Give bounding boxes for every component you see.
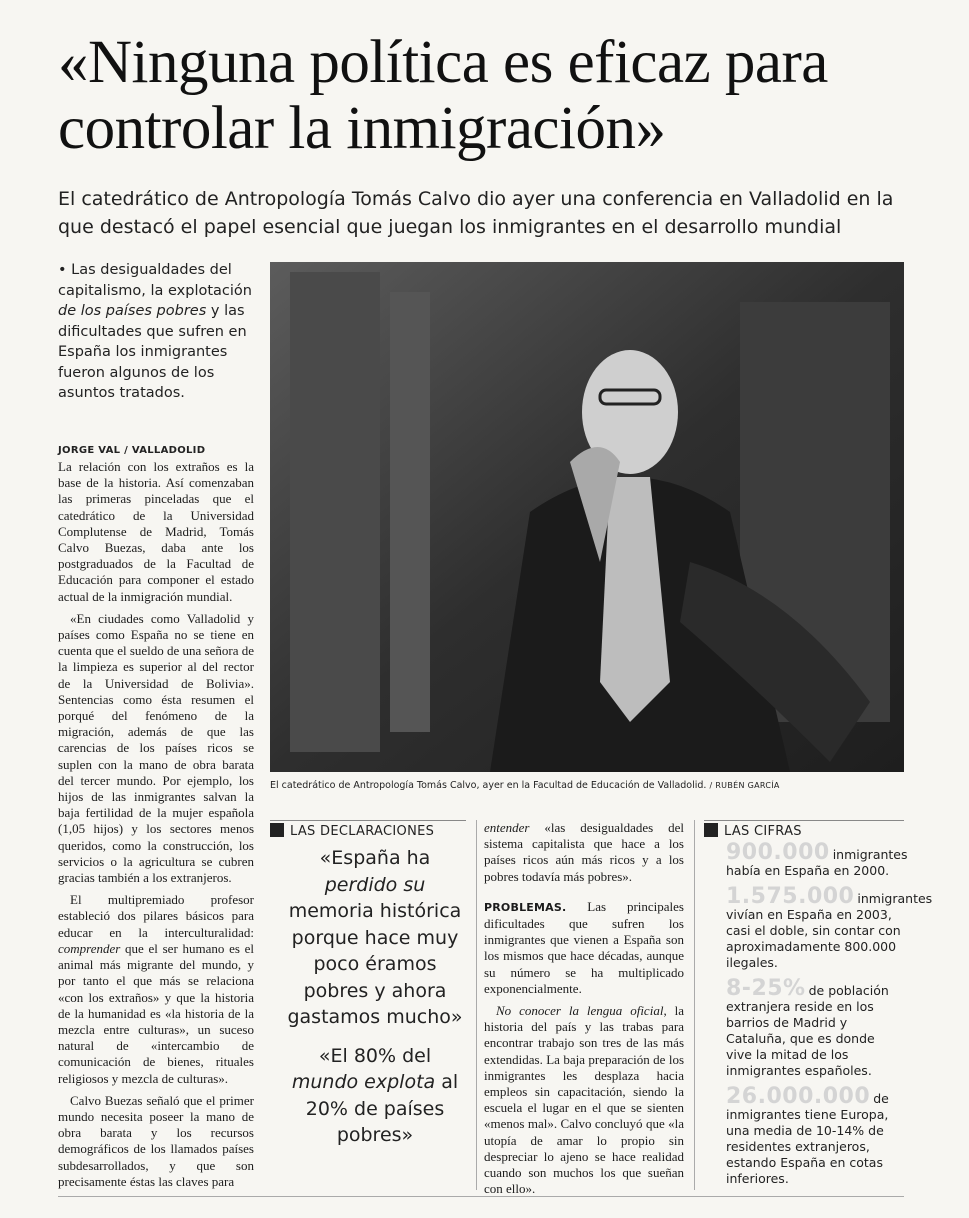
col3-p3-italic: No conocer la lengua oficial — [496, 1003, 664, 1019]
figures-list — [726, 840, 933, 1197]
photo-credit: / RUBÉN GARCÍA — [709, 781, 780, 790]
figure-number: 8-25% — [726, 976, 806, 1001]
paragraph-3 — [58, 892, 254, 1086]
summary — [58, 260, 258, 404]
quote-2-b: al 20% de países pobres» — [305, 1071, 459, 1146]
article-column-1 — [58, 459, 254, 1196]
quote-1-b: memoria histórica porque hace muy poco éramos pobres y ahora gastamos mucho» — [287, 900, 463, 1028]
figure-number: 1.575.000 — [726, 884, 855, 909]
figure-item — [726, 840, 908, 879]
col3-p3-b: , la historia del país y las trabas para encontrar trabajo son tres de las más extendidas. La baja preparación de los inmigrantes les desplaza hacia empleos sin capacitación, siendo la escuela el lugar en el que se sienten «menos mal». Calvo concluyó que «la utopía de amar lo propio sin despreciar lo ajeno se hace realidad cuando son muchos los que sueñan con ello». — [484, 1003, 684, 1197]
paragraph-4: Calvo Buezas señaló que el primer mundo necesita poseer la mano de obra barata y los recursos demográficos de los llamados países subdesarrollados, y que son precisamente éstas las claves para — [58, 1092, 254, 1189]
summary-part-2: y las dificultades que sufren en España los inmigrantes fueron algunos de los asuntos tratados. — [58, 303, 247, 401]
col3-paragraph-1 — [484, 820, 684, 885]
figure-item — [726, 884, 933, 971]
figure-text: inmigrantes había en España en 2000. — [726, 847, 908, 878]
column-divider — [694, 820, 695, 1190]
paragraph-3-a: El multipremiado profesor estableció dos pilares básicos para educar en la interculturalidad: — [58, 892, 254, 940]
byline: JORGE VAL / VALLADOLID — [58, 445, 206, 456]
arrow-marker-icon — [270, 823, 284, 837]
quote-2-a: «El 80% del — [318, 1044, 432, 1067]
quote-2 — [286, 1043, 464, 1149]
quote-1-italic: perdido su — [324, 873, 426, 896]
figure-text: inmigrantes vivían en España en 2003, casi el doble, sin contar con aproximadamente 800.000 ilegales. — [726, 891, 933, 970]
photo-professor — [270, 262, 904, 772]
pull-quotes — [286, 845, 464, 1161]
figure-item — [726, 976, 904, 1079]
paragraph-3-b: que el ser humano es el animal más migrante del mundo, y por tanto el que más se relaciona «con los extraños» y que la historia de la humanidad es «la historia de la mezcla entre culturas», un suceso natural de «intercambio de comunicación de bienes, rituales religiosos y mezcla de culturas». — [58, 940, 254, 1086]
summary-italic: de los países pobres — [58, 303, 207, 319]
col3-p2: Las principales dificultades que sufren los inmigrantes que vienen a España son los mismos que hace décadas, aunque su número se ha multiplicado exponencialmente. — [484, 898, 684, 996]
figure-number: 26.000.000 — [726, 1084, 871, 1109]
article-column-3 — [484, 820, 684, 1203]
paragraph-2: «En ciudades como Valladolid y países como España no se tiene en cuenta que el sueldo de una señora de la limpieza es superior al del rector de la Universidad de Bolivia». Sentencias como ésta resumen el porqué del fenómeno de la migración, además de que las carencias de los países ricos se suplen con la mano de obra barata del tercer mundo. Por ejemplo, los hijos de las inmigrantes salvan la baja fertilidad de la mujer española (1,05 hijos) y los sectores menos queridos, como la construcción, los servicios o la agricultura se cubren gracias también a los extranjeros. — [58, 610, 255, 886]
column-divider — [476, 820, 477, 1190]
quote-1-a: «España ha — [319, 847, 431, 869]
headline: «Ninguna política es eficaz para controlar la inmigración» — [58, 29, 828, 162]
caption-text: El catedrático de Antropología Tomás Calvo, ayer en la Facultad de Educación de Valladolid. — [270, 780, 707, 791]
figure-text: de inmigrantes tiene Europa, una media de 10-14% de residentes extranjeros, estando España en cotas inferiores. — [726, 1091, 889, 1186]
paragraph-1: La relación con los extraños es la base de la historia. Así comenzaban las primeras pinceladas que el catedrático de la Universidad Complutense de Madrid, Tomás Calvo Buezas, daba ante los postgraduados de la Facultad de Educación para componer el estado actual de la inmigración mundial. — [58, 459, 254, 604]
figure-text: de población extranjera reside en los barrios de Madrid y Cataluña, que es donde vive la mitad de los inmigrantes españoles. — [726, 983, 889, 1078]
col3-p1-italic: entender — [484, 820, 530, 835]
paragraph-3-italic: comprender — [58, 940, 121, 956]
trend-marker-icon — [704, 823, 718, 837]
cifras-title: LAS CIFRAS — [724, 824, 802, 839]
declaraciones-header — [270, 820, 466, 839]
col3-paragraph-3 — [484, 1003, 684, 1197]
subheadline: El catedrático de Antropología Tomás Calvo dio ayer una conferencia en Valladolid en la que destacó el papel esencial que juegan los inmigrantes en el desarrollo mundial — [58, 188, 894, 238]
quote-2-italic: mundo explota — [291, 1071, 436, 1093]
bottom-rule — [58, 1196, 904, 1197]
figure-item — [726, 1084, 904, 1187]
col3-paragraph-2 — [484, 899, 684, 997]
declaraciones-title: LAS DECLARACIONES — [290, 824, 435, 839]
section-lead-problemas: PROBLEMAS. — [484, 900, 567, 914]
summary-part-1: • Las desigualdades del capitalismo, la explotación — [58, 262, 252, 299]
quote-1 — [286, 845, 464, 1031]
figure-number: 900.000 — [726, 840, 830, 865]
cifras-header — [704, 820, 904, 839]
col3-p1-b: «las desigualdades del sistema capitalista que hace a los países ricos aún más ricos y a los pobres todavía más pobres». — [484, 820, 684, 884]
photo-illustration — [270, 262, 904, 772]
photo-caption — [270, 780, 910, 791]
